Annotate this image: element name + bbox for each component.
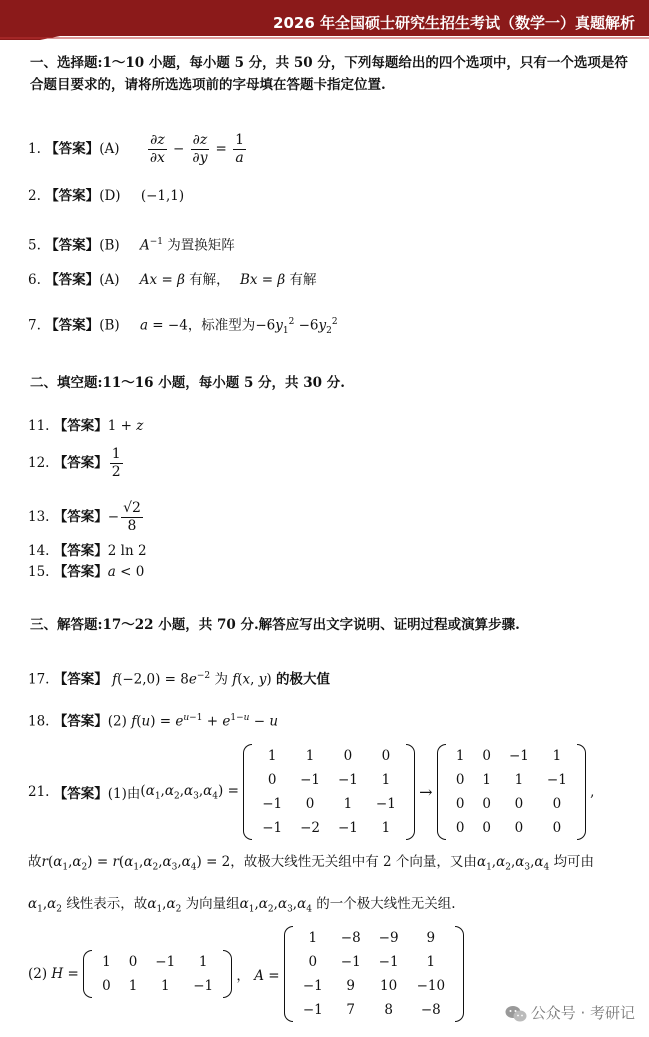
matrix_h-cell: 0 xyxy=(128,954,138,970)
matrix_big-cell: −1 xyxy=(340,954,361,970)
matrix_big-cell: −9 xyxy=(378,930,399,946)
answer-row-13: 13. 【答案】− $\frac{√2}{8}$ xyxy=(28,500,141,534)
answer-row-11: 11. 【答案】1 + z xyxy=(28,418,144,434)
answer-row-6: 6. 【答案】(A) Ax = β 有解， Bx = β 有解 xyxy=(28,272,317,288)
section3-heading: 三、解答题:17～22 小题，共 70 分.解答应写出文字说明、证明过程或演算步骤. xyxy=(30,617,520,633)
wechat-icon xyxy=(505,1005,527,1023)
matrix_b-cell: 0 xyxy=(482,820,491,836)
answer-row-12: 12. 【答案】 $\frac{1}{2}$ xyxy=(28,446,121,480)
rank-paragraph-line1: 故$r(\alpha_1,\alpha_2) = r(\alpha_1,\alpha_2,\alpha_3,\alpha_4) = 2$，故极大线性无关组中有 2 个向量，又由$\alpha_1,\alpha_2,\alpha_3,\alpha_4$ 均可由 xyxy=(28,854,595,873)
answer-row-18: 18. 【答案】(2) $f(u) = e^{u-1} + e^{1-u} - u$ xyxy=(28,713,279,730)
matrix-reduced xyxy=(437,744,586,840)
matrix_a-cell: 0 xyxy=(343,748,353,764)
matrix_big-cell: −8 xyxy=(340,930,361,946)
matrix_a-cell: 0 xyxy=(267,772,277,788)
matrix_b-cell: 0 xyxy=(514,796,524,812)
matrix_a-cell: −1 xyxy=(375,796,396,812)
matrix_h-cell: 1 xyxy=(128,978,138,994)
matrix_b-cell: 1 xyxy=(552,748,562,764)
section1-heading-line2: 合题目要求的，请将所选选项前的字母填在答题卡指定位置. xyxy=(30,77,386,93)
matrix_a-cell: −1 xyxy=(300,772,320,788)
answer-row-5: 5. 【答案】(B) $A^{-1}$ 为置换矩阵 xyxy=(28,237,235,254)
answer-row-2: 2. 【答案】(D) (−1,1) xyxy=(28,188,185,204)
matrix_big-cell: 7 xyxy=(346,1002,356,1018)
matrix_a-cell: −2 xyxy=(300,820,320,836)
matrix_b-cell: 1 xyxy=(482,772,491,788)
matrix_b-cell: 1 xyxy=(455,748,465,764)
answer-row-17: 17. 【答案】 $f(-2,0) = 8e^{-2}$ 为 f(x, y) 的极大值 xyxy=(28,671,330,688)
matrix_big-cell: −1 xyxy=(302,1002,323,1018)
matrix_big-cell: 0 xyxy=(308,954,318,970)
matrix_big-cell: 9 xyxy=(426,930,436,946)
matrix_a-cell: −1 xyxy=(338,772,358,788)
matrix_a-cell: 1 xyxy=(267,748,277,764)
matrix_a-cell: −1 xyxy=(262,796,283,812)
matrix_a-cell: −1 xyxy=(262,820,283,836)
matrix_b-cell: 0 xyxy=(455,772,465,788)
section1-heading-line1: 一、选择题:1～10 小题，每小题 5 分，共 50 分，下列每题给出的四个选项中，只有一个选项是符 xyxy=(30,55,628,71)
part2-row: (2) H = 1 0 −1 1 0 1 1 −1 ， A = 1 −8 −9 9 0 −1 −1 1 −1 9 10 −10 −1 7 8 −8 xyxy=(28,926,464,1022)
matrix_big-cell: 1 xyxy=(308,930,318,946)
matrix_h-cell: 1 xyxy=(160,978,170,994)
rank-paragraph-line2: $\alpha_1,\alpha_2$ 线性表示，故$\alpha_1,\alpha_2$ 为向量组$\alpha_1,\alpha_2,\alpha_3,\alpha_4$ 的一个极大线性无关组. xyxy=(28,896,456,915)
matrix_b-cell: −1 xyxy=(546,772,567,788)
watermark: 公众号 · 考研记 xyxy=(505,1002,635,1023)
matrix_h-cell: 0 xyxy=(102,978,111,994)
matrix_h-cell: 1 xyxy=(102,954,111,970)
matrix_b-cell: 0 xyxy=(514,820,524,836)
matrix-h xyxy=(83,950,232,998)
matrix_big-cell: −8 xyxy=(420,1002,441,1018)
matrix_h-cell: 1 xyxy=(198,954,208,970)
matrix-a xyxy=(284,926,464,1022)
matrix_big-cell: 9 xyxy=(346,978,356,994)
matrix_big-cell: 1 xyxy=(426,954,436,970)
matrix-alpha xyxy=(243,744,415,840)
answer-row-21: 21. 【答案】(1)由$(\alpha_1,\alpha_2,\alpha_3,\alpha_4)$ = 1 1 0 0 0 −1 −1 1 −1 0 1 −1 −1 −2 −1 1 → 1 0 −1 1 0 1 1 −1 0 0 0 0 0 0 0 0 , xyxy=(28,744,594,840)
header-banner xyxy=(0,0,649,40)
matrix_a-cell: 1 xyxy=(381,820,391,836)
matrix_a-cell: 0 xyxy=(305,796,315,812)
answer-row-7: 7. 【答案】(B) a = −4，标准型为$-6y_1^2 -6y_2^2$ xyxy=(28,317,338,337)
matrix_a-cell: −1 xyxy=(338,820,358,836)
matrix_b-cell: 1 xyxy=(514,772,524,788)
matrix_b-cell: −1 xyxy=(509,748,529,764)
matrix_a-cell: 1 xyxy=(305,748,315,764)
matrix_b-cell: 0 xyxy=(482,796,491,812)
answer-row-14: 14. 【答案】2 ln 2 xyxy=(28,543,147,559)
matrix_b-cell: 0 xyxy=(455,796,465,812)
answer-row-1: 1. 【答案】(A) $\frac{\partial z}{\partial x}$ − $\frac{\partial z}{\partial y}$ = $\frac{1}{a}$ xyxy=(28,132,245,166)
section2-heading: 二、填空题:11～16 小题，每小题 5 分，共 30 分. xyxy=(30,375,345,391)
answer-row-15: 15. 【答案】a < 0 xyxy=(28,564,145,580)
matrix_b-cell: 0 xyxy=(455,820,465,836)
matrix_b-cell: 0 xyxy=(552,820,562,836)
matrix_a-cell: 1 xyxy=(381,772,391,788)
matrix_big-cell: −1 xyxy=(378,954,399,970)
page-title: 2026 年全国硕士研究生招生考试（数学一）真题解析 xyxy=(273,14,635,32)
matrix_big-cell: 10 xyxy=(380,978,398,994)
matrix_big-cell: 8 xyxy=(384,1002,393,1018)
matrix_b-cell: 0 xyxy=(482,748,491,764)
matrix_h-cell: −1 xyxy=(155,954,176,970)
matrix_a-cell: 1 xyxy=(343,796,353,812)
matrix_h-cell: −1 xyxy=(193,978,214,994)
matrix_big-cell: −1 xyxy=(302,978,323,994)
matrix_b-cell: 0 xyxy=(552,796,562,812)
matrix_a-cell: 0 xyxy=(381,748,391,764)
matrix_big-cell: −10 xyxy=(416,978,446,994)
